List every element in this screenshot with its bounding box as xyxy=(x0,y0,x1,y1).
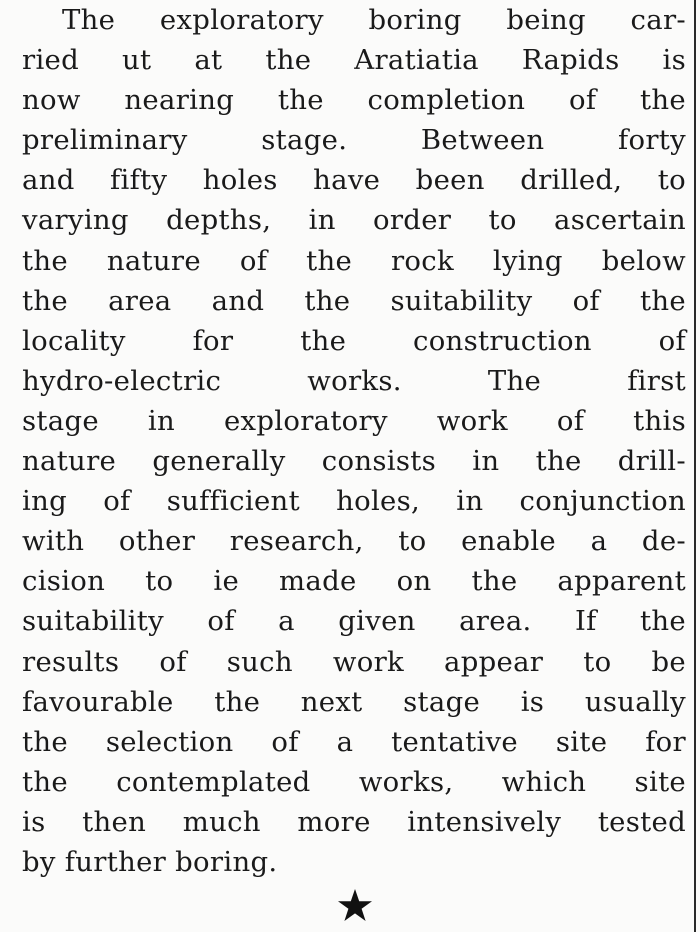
article-line-13: ing of sufficient holes, in conjunction xyxy=(22,485,686,518)
article-line-10: hydro-electric works. The first xyxy=(22,364,686,397)
star-icon xyxy=(337,888,373,924)
article-line-2: ried ut at the Aratiatia Rapids is xyxy=(22,44,686,77)
article-line-18: favourable the next stage is usually xyxy=(22,685,686,718)
article-line-22: by further boring. xyxy=(22,845,278,878)
article-line-3: now nearing the completion of the xyxy=(22,84,686,117)
article-line-8: the area and the suitability of the xyxy=(22,284,686,317)
article-line-5: and fifty holes have been drilled, to xyxy=(22,164,686,197)
column-rule xyxy=(694,0,696,932)
article-line-14: with other research, to enable a de- xyxy=(22,525,686,558)
article-line-19: the selection of a tentative site for xyxy=(22,725,686,758)
star-separator-shape xyxy=(338,889,372,921)
article-line-4: preliminary stage. Between forty xyxy=(22,124,686,157)
article-line-1: The exploratory boring being car- xyxy=(62,4,686,36)
article-line-6: varying depths, in order to ascertain xyxy=(22,204,686,237)
article-body xyxy=(22,0,686,882)
article-line-15: cision to ie made on the apparent xyxy=(22,565,686,598)
article-line-20: the contemplated works, which site xyxy=(22,765,686,798)
article-line-16: suitability of a given area. If the xyxy=(22,605,686,638)
article-line-11: stage in exploratory work of this xyxy=(22,404,686,437)
article-line-9: locality for the construction of xyxy=(22,324,686,357)
article-line-21: is then much more intensively tested xyxy=(22,805,686,838)
article-line-7: the nature of the rock lying below xyxy=(22,244,686,277)
article-line-12: nature generally consists in the drill- xyxy=(22,445,686,478)
article-line-17: results of such work appear to be xyxy=(22,645,686,678)
